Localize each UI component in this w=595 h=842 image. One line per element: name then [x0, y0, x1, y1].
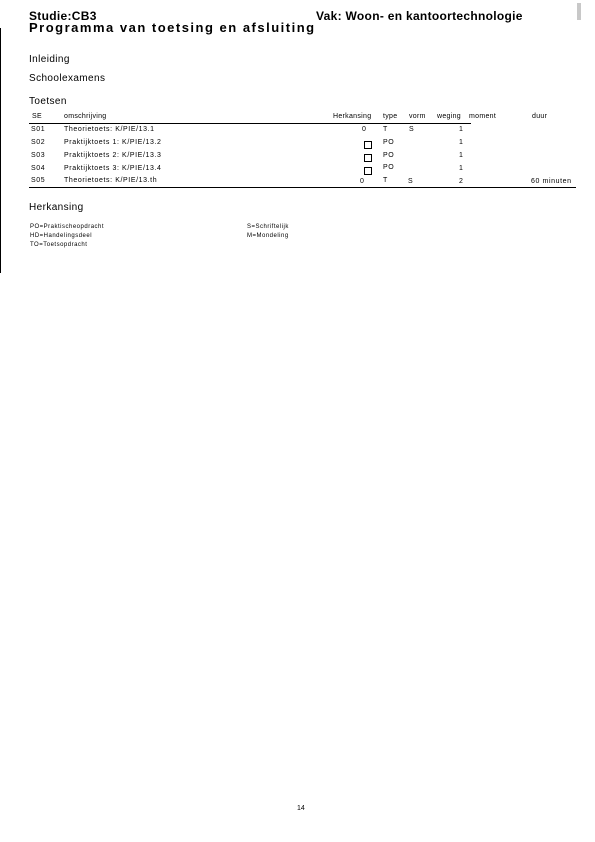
- cell-se: S03: [31, 152, 46, 159]
- section-schoolexamens: Schoolexamens: [29, 73, 106, 84]
- cell-se: S05: [31, 177, 46, 184]
- col-header-moment: moment: [469, 113, 497, 120]
- cell-duur: 60 minuten: [531, 178, 572, 185]
- cell-weging: 1: [459, 165, 464, 172]
- legend-hd: HD=Handelingsdeel: [30, 233, 93, 239]
- herkansing-checkbox[interactable]: [364, 154, 372, 162]
- cell-weging: 2: [459, 178, 464, 185]
- col-header-type: type: [383, 113, 398, 120]
- page-number: 14: [297, 805, 305, 812]
- legend-s: S=Schriftelijk: [247, 224, 289, 230]
- herkansing-checkbox[interactable]: [364, 167, 372, 175]
- cell-omschrijving: Theorietoets: K/PIE/13.th: [64, 177, 158, 184]
- section-toetsen: Toetsen: [29, 96, 67, 107]
- cell-weging: 1: [459, 152, 464, 159]
- cell-omschrijving: Praktijktoets 3: K/PIE/13.4: [64, 165, 162, 172]
- legend-m: M=Mondeling: [247, 233, 289, 239]
- cell-type: PO: [383, 139, 395, 146]
- legend-to: TO=Toetsopdracht: [30, 242, 88, 248]
- cell-type: PO: [383, 164, 395, 171]
- cell-weging: 1: [459, 139, 464, 146]
- col-header-weging: weging: [437, 113, 461, 120]
- cell-type: PO: [383, 152, 395, 159]
- col-header-duur: duur: [532, 113, 548, 120]
- cell-vorm: S: [409, 126, 415, 133]
- section-herkansing: Herkansing: [29, 202, 84, 213]
- col-header-omschrijving: omschrijving: [64, 113, 107, 120]
- cell-weging: 1: [459, 126, 464, 133]
- cell-omschrijving: Theorietoets: K/PIE/13.1: [64, 126, 155, 133]
- scrollbar-thumb[interactable]: [577, 3, 581, 20]
- cell-type: T: [383, 177, 388, 184]
- page-title: Programma van toetsing en afsluiting: [29, 20, 316, 35]
- left-margin-rule: [0, 28, 1, 273]
- cell-vorm: S: [408, 178, 414, 185]
- section-inleiding: Inleiding: [29, 54, 70, 65]
- col-header-herkansing: Herkansing: [333, 113, 372, 120]
- cell-se: S04: [31, 165, 46, 172]
- cell-omschrijving: Praktijktoets 2: K/PIE/13.3: [64, 152, 162, 159]
- vak-label: Vak: Woon- en kantoortechnologie: [316, 9, 523, 23]
- col-header-vorm: vorm: [409, 113, 426, 120]
- table-header-rule: [29, 123, 471, 124]
- col-header-se: SE: [32, 113, 42, 120]
- cell-herkansing: 0: [362, 126, 367, 133]
- cell-se: S01: [31, 126, 46, 133]
- legend-po: PO=Praktischeopdracht: [30, 224, 105, 230]
- herkansing-checkbox[interactable]: [364, 141, 372, 149]
- cell-herkansing: 0: [360, 178, 365, 185]
- studie-label: Studie:CB3: [29, 9, 97, 23]
- cell-type: T: [383, 126, 388, 133]
- cell-se: S02: [31, 139, 46, 146]
- cell-omschrijving: Praktijktoets 1: K/PIE/13.2: [64, 139, 162, 146]
- table-bottom-rule: [29, 187, 576, 188]
